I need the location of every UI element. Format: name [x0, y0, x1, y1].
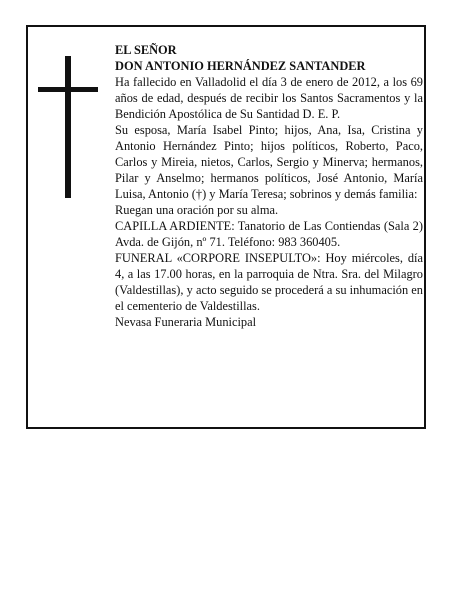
deceased-name: DON ANTONIO HERNÁNDEZ SANTANDER: [115, 59, 366, 73]
heading-title: EL SEÑOR: [115, 43, 177, 57]
obituary-text: [115, 42, 423, 330]
death-announcement: Ha fallecido en Valladolid el día 3 de enero de 2012, a los 69 años de edad, después de recibir los Santos Sacramentos y la Bendición Apostólica de Su Santidad D. E. P.: [115, 75, 423, 121]
cross-icon: [38, 56, 98, 198]
cross-horizontal-bar: [38, 87, 98, 92]
funeral-info: FUNERAL «CORPORE INSEPULTO»: Hoy miércoles, día 4, a las 17.00 horas, en la parroquia de Ntra. Sra. del Milagro (Valdestillas), y acto seguido se procederá a su inhumación en el cementerio de Valdestillas.: [115, 251, 423, 313]
family-list: Su esposa, María Isabel Pinto; hijos, Ana, Isa, Cristina y Antonio Hernández Pinto; hijos políticos, Roberto, Paco, Carlos y Mireia, nietos, Carlos, Sergio y Minerva; hermanos, Pilar y Anselmo; hermanos políticos, José Antonio, María Luisa, Antonio (†) y María Teresa; sobrinos y demás familia:: [115, 123, 423, 201]
funeral-home: Nevasa Funeraria Municipal: [115, 315, 257, 329]
cross-vertical-bar: [65, 56, 71, 198]
prayer-request: Ruegan una oración por su alma.: [115, 203, 279, 217]
obituary-notice: [26, 25, 426, 429]
chapel-info: CAPILLA ARDIENTE: Tanatorio de Las Contiendas (Sala 2) Avda. de Gijón, nº 71. Teléfono: 983 360405.: [115, 219, 423, 249]
